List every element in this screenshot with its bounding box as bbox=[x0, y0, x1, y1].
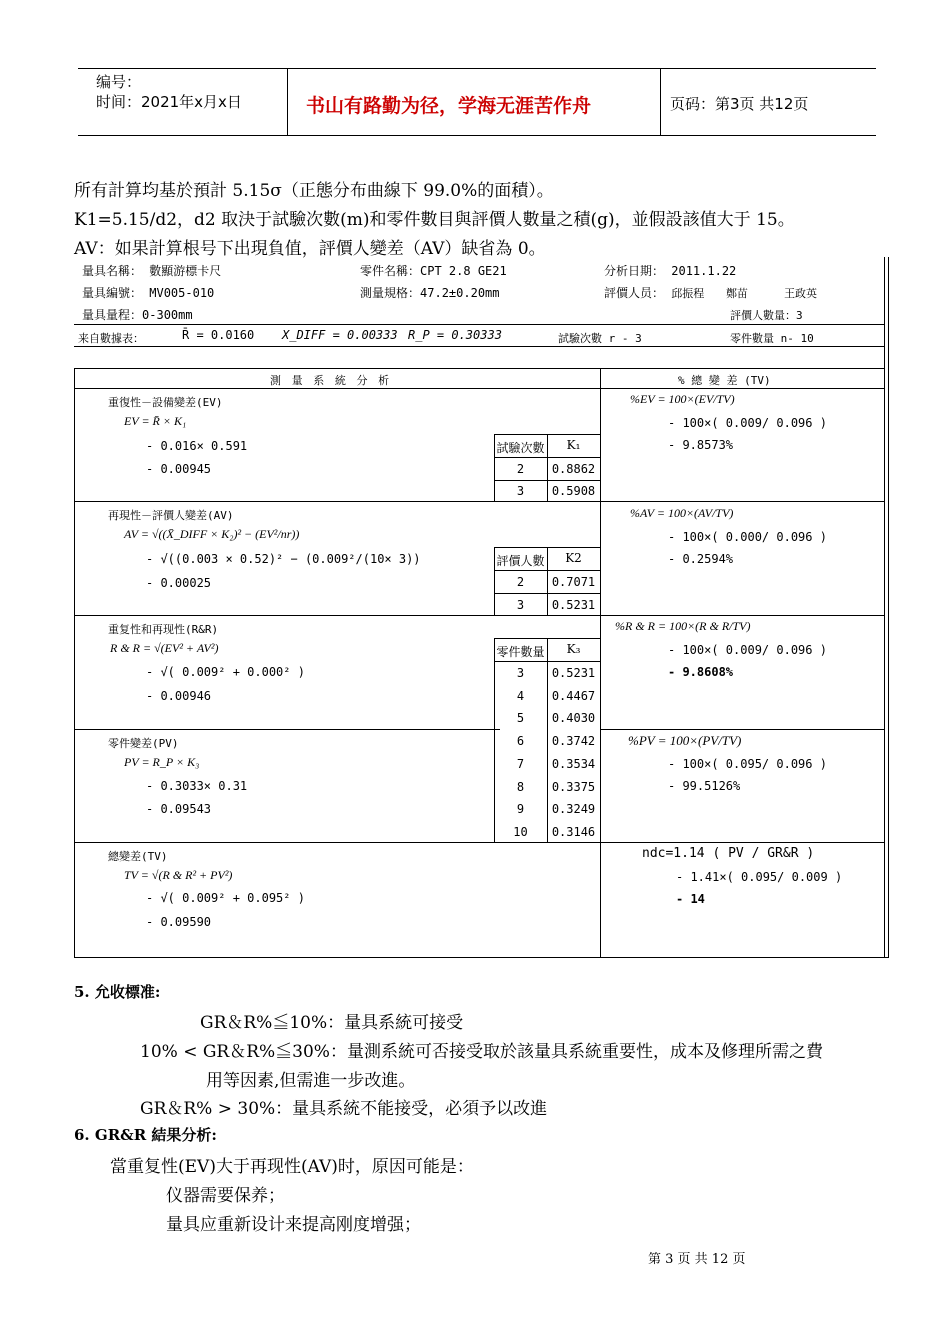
tv-step-2: - 0.09590 bbox=[146, 915, 212, 929]
k2-header-a: 評價人數 bbox=[496, 554, 545, 568]
tv-formula: TV = √(R & R² + PV²) bbox=[124, 868, 233, 882]
page-label: 页码：第3页 共12页 bbox=[670, 95, 809, 113]
appraiser-count: 評價人數量：3 bbox=[730, 309, 803, 322]
rr-step-2: - 0.00946 bbox=[146, 689, 212, 703]
rr-step-1: - √( 0.009² + 0.000² ) bbox=[146, 665, 305, 679]
ev-step-2: - 0.00945 bbox=[146, 462, 212, 476]
gauge-no: MV005-010 bbox=[149, 286, 215, 300]
ndc-result: - 14 bbox=[676, 892, 705, 906]
time-label: 时间：2021年x月x日 bbox=[96, 93, 242, 111]
pv-pct-step: - 100×( 0.095/ 0.096 ) bbox=[668, 757, 827, 771]
parts-value: 零件數量 n- 10 bbox=[730, 332, 814, 345]
ev-pct-result: - 9.8573% bbox=[668, 438, 734, 452]
av-pct-formula: %AV = 100×(AV/TV) bbox=[630, 506, 734, 520]
pv-pct-formula: %PV = 100×(PV/TV) bbox=[628, 733, 742, 748]
ev-step-1: - 0.016× 0.591 bbox=[146, 439, 248, 453]
appraiser-3: 王政英 bbox=[784, 287, 818, 300]
footer-page: 第 3 页 共 12 页 bbox=[648, 1252, 746, 1267]
right-header: % 總 變 差 (TV) bbox=[678, 374, 771, 387]
section6-title: 6. GR&R 結果分析: bbox=[74, 1126, 217, 1144]
intro-line-2: K1=5.15/d2，d2 取決于試驗次數(m)和零件數目與評價人數量之積(g)，並假設該值大于 15。 bbox=[74, 210, 795, 230]
section5-line-1: GR＆R%≦10%：量具系統可接受 bbox=[200, 1013, 464, 1033]
ev-formula: EV = R̄ × K₁ bbox=[124, 414, 187, 428]
source-label: 来自數據表： bbox=[78, 332, 144, 345]
intro-line-3: AV：如果計算根号下出現負值，評價人變差（AV）缺省為 0。 bbox=[74, 239, 546, 259]
gauge-range: 0-300mm bbox=[142, 308, 193, 322]
k1-header-a: 試驗次數 bbox=[496, 441, 545, 455]
appraiser-1: 邱振程 bbox=[671, 287, 705, 300]
part-name: CPT 2.8 GE21 bbox=[420, 264, 507, 278]
section6-line-1: 當重复性(EV)大于再现性(AV)时，原因可能是： bbox=[110, 1157, 474, 1177]
section5-line-3: GR＆R% > 30%：量具系統不能接受，必須予以改進 bbox=[140, 1099, 548, 1119]
ndc-formula: ndc=1.14 ( PV / GR&R ) bbox=[642, 846, 815, 861]
k3-header-b: K₃ bbox=[566, 642, 581, 656]
ev-pct-formula: %EV = 100×(EV/TV) bbox=[630, 392, 735, 406]
section6-line-3: 量具应重新设计来提高刚度增强； bbox=[166, 1215, 421, 1235]
rr-pct-formula: %R & R = 100×(R & R/TV) bbox=[615, 619, 751, 633]
rbar-value: R̄ = 0.0160 bbox=[182, 328, 255, 342]
trials-value: 試驗次數 r - 3 bbox=[558, 332, 642, 345]
pv-title: 零件變差(PV) bbox=[108, 737, 179, 750]
ev-pct-step: - 100×( 0.009/ 0.096 ) bbox=[668, 416, 827, 430]
appraiser-2: 鄭苗 bbox=[725, 287, 748, 300]
ndc-step: - 1.41×( 0.095/ 0.009 ) bbox=[676, 870, 843, 884]
rr-pct-result: - 9.8608% bbox=[668, 665, 734, 679]
analysis-date: 2011.1.22 bbox=[671, 264, 737, 278]
av-title: 再現性－評價人變差(AV) bbox=[108, 509, 234, 522]
rr-pct-step: - 100×( 0.009/ 0.096 ) bbox=[668, 643, 827, 657]
pv-formula: PV = R_P × K₃ bbox=[124, 755, 200, 769]
rr-title: 重复性和再现性(R&R) bbox=[108, 623, 219, 636]
rr-formula: R & R = √(EV² + AV²) bbox=[110, 641, 219, 655]
number-label: 编号： bbox=[96, 73, 142, 91]
av-step-2: - 0.00025 bbox=[146, 576, 212, 590]
pv-step-2: - 0.09543 bbox=[146, 802, 212, 816]
rp-value: R_P = 0.30333 bbox=[408, 328, 502, 342]
intro-line-1: 所有計算均基於預計 5.15σ（正態分布曲線下 99.0%的面積）。 bbox=[74, 181, 554, 201]
tv-title: 總變差(TV) bbox=[108, 850, 168, 863]
section5-line-2b: 用等因素,但需進一步改進。 bbox=[206, 1071, 416, 1091]
av-pct-result: - 0.2594% bbox=[668, 552, 734, 566]
left-header: 測 量 系 統 分 析 bbox=[270, 374, 392, 387]
gauge-name: 數顯游標卡尺 bbox=[149, 264, 222, 278]
xdiff-value: X_DIFF = 0.00333 bbox=[282, 328, 398, 342]
av-step-1: - √((0.003 × 0.52)² − (0.009²/(10× 3)) bbox=[146, 552, 421, 566]
tv-step-1: - √( 0.009² + 0.095² ) bbox=[146, 891, 305, 905]
av-formula: AV = √((X̄_DIFF × K₂)² − (EV²/nr)) bbox=[124, 527, 300, 541]
section6-line-2: 仪器需要保养； bbox=[166, 1186, 285, 1206]
section5-line-2: 10% < GR＆R%≦30%：量測系統可否接受取於該量具系統重要性，成本及修理所需之費 bbox=[140, 1042, 823, 1062]
k3-header-a: 零件數量 bbox=[496, 645, 545, 659]
section5-title: 5. 允收標准: bbox=[74, 983, 161, 1001]
motto: 书山有路勤为径，学海无涯苦作舟 bbox=[306, 95, 592, 117]
k1-header-b: K₁ bbox=[566, 438, 581, 452]
k2-header-b: K2 bbox=[565, 551, 582, 565]
av-pct-step: - 100×( 0.000/ 0.096 ) bbox=[668, 530, 827, 544]
pv-pct-result: - 99.5126% bbox=[668, 779, 741, 793]
spec: 47.2±0.20mm bbox=[420, 286, 500, 300]
pv-step-1: - 0.3033× 0.31 bbox=[146, 779, 248, 793]
ev-title: 重復性－設備變差(EV) bbox=[108, 396, 223, 409]
